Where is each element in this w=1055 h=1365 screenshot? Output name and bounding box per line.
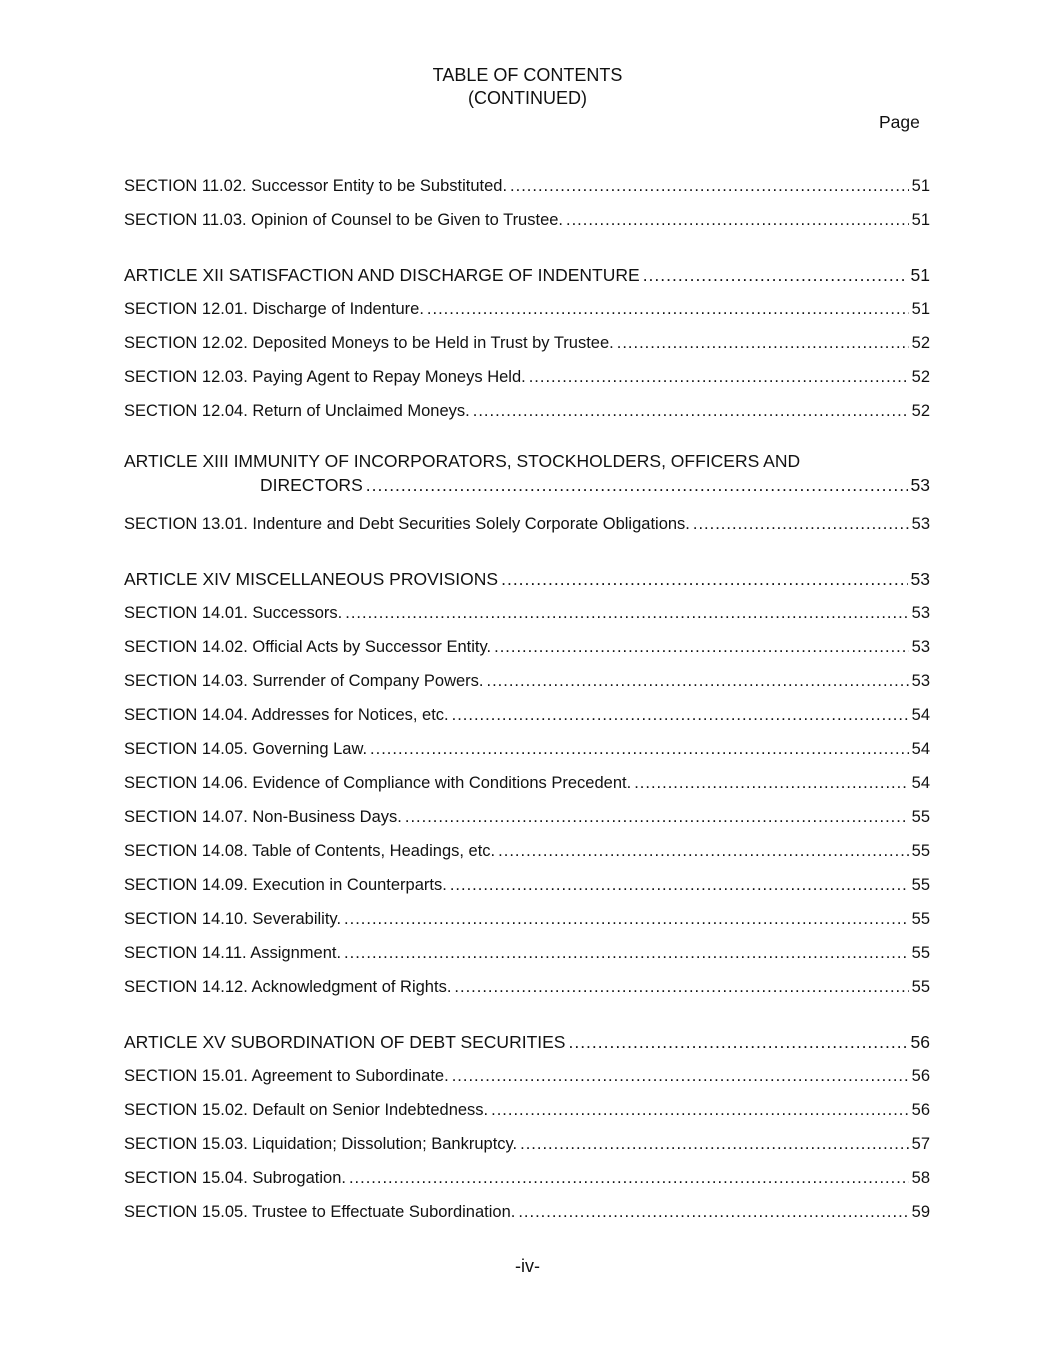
toc-section-entry[interactable] bbox=[124, 732, 930, 766]
toc-section-entry[interactable] bbox=[124, 800, 930, 834]
toc-section-entry[interactable] bbox=[124, 766, 930, 800]
entry-title: SECTION 14.04. Addresses for Notices, etc. bbox=[124, 706, 449, 724]
entry-title: SECTION 12.04. Return of Unclaimed Moneys. bbox=[124, 402, 470, 420]
toc-title: TABLE OF CONTENTS bbox=[432, 65, 623, 85]
dot-leader bbox=[491, 1093, 909, 1127]
entry-title: SECTION 15.03. Liquidation; Dissolution; Bankruptcy. bbox=[124, 1135, 518, 1153]
dot-leader bbox=[566, 203, 909, 237]
toc-section-entry[interactable] bbox=[124, 868, 930, 902]
toc-section-entry[interactable] bbox=[124, 936, 930, 970]
entry-page: 53 bbox=[911, 604, 930, 622]
dot-leader bbox=[529, 360, 909, 394]
dot-leader bbox=[498, 834, 908, 868]
entry-page: 51 bbox=[911, 211, 930, 229]
dot-leader bbox=[634, 766, 908, 800]
entry-page: 56 bbox=[911, 1101, 930, 1119]
entry-page: 53 bbox=[910, 569, 930, 589]
entry-page: 51 bbox=[911, 177, 930, 195]
toc-subtitle: (CONTINUED) bbox=[468, 88, 587, 108]
entry-page: 51 bbox=[911, 300, 930, 318]
entry-page: 56 bbox=[911, 1067, 930, 1085]
entry-title-continued: DIRECTORS bbox=[260, 475, 363, 495]
entry-page: 55 bbox=[911, 808, 930, 826]
entry-title: SECTION 12.03. Paying Agent to Repay Moneys Held. bbox=[124, 368, 526, 386]
dot-leader bbox=[501, 562, 907, 596]
entry-title: ARTICLE XIII IMMUNITY OF INCORPORATORS, STOCKHOLDERS, OFFICERS AND bbox=[124, 451, 801, 471]
dot-leader bbox=[345, 596, 908, 630]
toc-article-entry[interactable] bbox=[124, 562, 930, 596]
toc-section-entry[interactable] bbox=[124, 834, 930, 868]
dot-leader bbox=[452, 1059, 909, 1093]
toc-article-entry[interactable] bbox=[124, 258, 930, 292]
entry-title: SECTION 15.01. Agreement to Subordinate. bbox=[124, 1067, 449, 1085]
page-column-header: Page bbox=[879, 112, 920, 132]
entry-title: SECTION 14.08. Table of Contents, Headings, etc. bbox=[124, 842, 496, 860]
dot-leader bbox=[510, 169, 909, 203]
toc-section-entry[interactable] bbox=[124, 1161, 930, 1195]
entry-title: SECTION 13.01. Indenture and Debt Securities Solely Corporate Obligations. bbox=[124, 515, 690, 533]
toc-section-entry[interactable] bbox=[124, 1059, 930, 1093]
entry-page: 54 bbox=[911, 774, 930, 792]
dot-leader bbox=[427, 292, 909, 326]
entry-title: SECTION 15.05. Trustee to Effectuate Subordination. bbox=[124, 1203, 516, 1221]
dot-leader bbox=[344, 936, 909, 970]
dot-leader bbox=[366, 473, 908, 497]
dot-leader bbox=[344, 902, 909, 936]
entry-title: SECTION 14.01. Successors. bbox=[124, 604, 343, 622]
dot-leader bbox=[450, 868, 909, 902]
dot-leader bbox=[643, 258, 908, 292]
toc-section-entry[interactable] bbox=[124, 970, 930, 1004]
entry-page: 55 bbox=[911, 876, 930, 894]
toc-article-entry[interactable] bbox=[124, 1025, 930, 1059]
entry-title: ARTICLE XII SATISFACTION AND DISCHARGE OF INDENTURE bbox=[124, 265, 640, 285]
dot-leader bbox=[518, 1195, 908, 1229]
dot-leader bbox=[617, 326, 909, 360]
toc-section-entry[interactable] bbox=[124, 360, 930, 394]
entry-title: SECTION 12.02. Deposited Moneys to be Held in Trust by Trustee. bbox=[124, 334, 614, 352]
toc-article-entry[interactable] bbox=[124, 449, 930, 473]
entry-page: 53 bbox=[911, 638, 930, 656]
entry-page: 54 bbox=[911, 740, 930, 758]
entry-page: 58 bbox=[911, 1169, 930, 1187]
entry-title: SECTION 14.06. Evidence of Compliance with Conditions Precedent. bbox=[124, 774, 632, 792]
entry-title: SECTION 14.09. Execution in Counterparts. bbox=[124, 876, 447, 894]
entry-page: 54 bbox=[911, 706, 930, 724]
entry-title: SECTION 15.02. Default on Senior Indebtedness. bbox=[124, 1101, 489, 1119]
entry-page: 52 bbox=[911, 368, 930, 386]
entry-page: 55 bbox=[911, 978, 930, 996]
toc-section-entry[interactable] bbox=[124, 1195, 930, 1229]
dot-leader bbox=[520, 1127, 909, 1161]
entry-title: SECTION 11.03. Opinion of Counsel to be Given to Trustee. bbox=[124, 211, 564, 229]
entry-title: ARTICLE XV SUBORDINATION OF DEBT SECURITIES bbox=[124, 1032, 566, 1052]
dot-leader bbox=[487, 664, 909, 698]
toc-section-entry[interactable] bbox=[124, 698, 930, 732]
entry-title: SECTION 14.11. Assignment. bbox=[124, 944, 342, 962]
toc-section-entry[interactable] bbox=[124, 1127, 930, 1161]
toc-section-entry[interactable] bbox=[124, 507, 930, 541]
entry-page: 52 bbox=[911, 334, 930, 352]
dot-leader bbox=[568, 1025, 907, 1059]
entry-page: 53 bbox=[910, 475, 930, 495]
entry-title: SECTION 14.02. Official Acts by Successor Entity. bbox=[124, 638, 492, 656]
toc-section-entry[interactable] bbox=[124, 664, 930, 698]
entry-page: 53 bbox=[911, 515, 930, 533]
toc-section-entry[interactable] bbox=[124, 394, 930, 428]
toc-list bbox=[124, 169, 930, 1229]
entry-page: 59 bbox=[911, 1203, 930, 1221]
entry-title: SECTION 14.12. Acknowledgment of Rights. bbox=[124, 978, 452, 996]
dot-leader bbox=[405, 800, 909, 834]
dot-leader bbox=[494, 630, 909, 664]
dot-leader bbox=[454, 970, 908, 1004]
toc-section-entry[interactable] bbox=[124, 169, 930, 203]
toc-section-entry[interactable] bbox=[124, 326, 930, 360]
toc-article-entry-continued[interactable] bbox=[124, 473, 930, 507]
page-number-footer: -iv- bbox=[515, 1256, 540, 1276]
entry-page: 52 bbox=[911, 402, 930, 420]
toc-section-entry[interactable] bbox=[124, 203, 930, 237]
entry-title: SECTION 11.02. Successor Entity to be Substituted. bbox=[124, 177, 508, 195]
entry-title: SECTION 15.04. Subrogation. bbox=[124, 1169, 346, 1187]
dot-leader bbox=[349, 1161, 909, 1195]
toc-section-entry[interactable] bbox=[124, 1093, 930, 1127]
toc-section-entry[interactable] bbox=[124, 902, 930, 936]
entry-page: 53 bbox=[911, 672, 930, 690]
entry-page: 55 bbox=[911, 944, 930, 962]
entry-page: 55 bbox=[911, 842, 930, 860]
entry-title: SECTION 14.07. Non-Business Days. bbox=[124, 808, 402, 826]
toc-section-entry[interactable] bbox=[124, 596, 930, 630]
entry-title: ARTICLE XIV MISCELLANEOUS PROVISIONS bbox=[124, 569, 499, 589]
entry-page: 55 bbox=[911, 910, 930, 928]
entry-page: 57 bbox=[911, 1135, 930, 1153]
toc-section-entry[interactable] bbox=[124, 292, 930, 326]
toc-section-entry[interactable] bbox=[124, 630, 930, 664]
dot-leader bbox=[693, 507, 909, 541]
dot-leader bbox=[452, 698, 909, 732]
entry-title: SECTION 14.05. Governing Law. bbox=[124, 740, 368, 758]
entry-title: SECTION 14.03. Surrender of Company Powers. bbox=[124, 672, 484, 690]
dot-leader bbox=[473, 394, 909, 428]
dot-leader bbox=[370, 732, 909, 766]
entry-title: SECTION 14.10. Severability. bbox=[124, 910, 342, 928]
entry-title: SECTION 12.01. Discharge of Indenture. bbox=[124, 300, 424, 318]
entry-page: 51 bbox=[910, 265, 930, 285]
entry-page: 56 bbox=[910, 1032, 930, 1052]
